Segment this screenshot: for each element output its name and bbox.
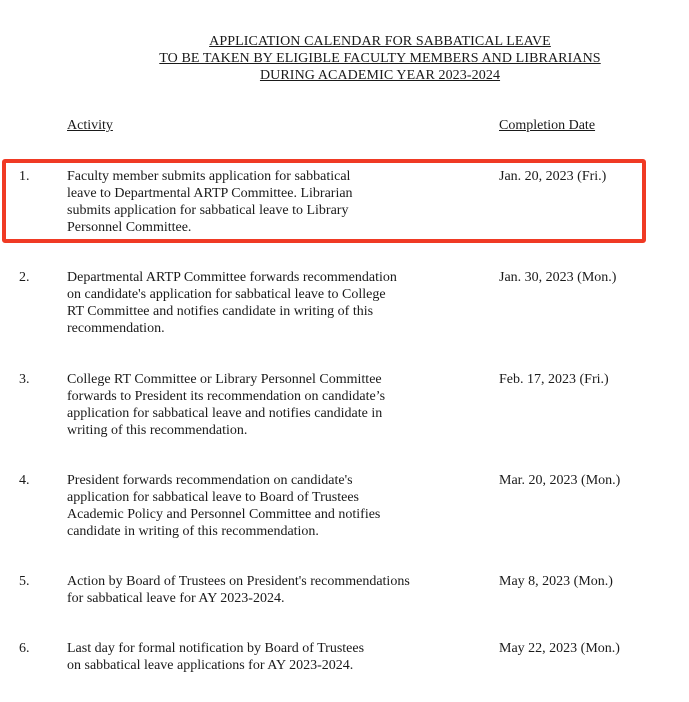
row-number: 6.	[19, 641, 30, 656]
row-activity: Departmental ARTP Committee forwards recommendation on candidate's application for sabbatical leave to College RT Committee and notifies candidate in writing of this recommendation.	[67, 270, 397, 336]
row-number: 3.	[19, 372, 30, 387]
row-completion-date: Jan. 20, 2023 (Fri.)	[499, 169, 607, 184]
row-completion-date: Feb. 17, 2023 (Fri.)	[499, 372, 609, 387]
row-activity: College RT Committee or Library Personnel Committee forwards to President its recommendation on candidate’s application for sabbatical leave and notifies candidate in writing of this recommendation.	[67, 372, 386, 438]
row-number: 4.	[19, 473, 30, 488]
row-completion-date: Jan. 30, 2023 (Mon.)	[499, 270, 617, 285]
row-number: 1.	[19, 169, 30, 184]
document-title-line-2: TO BE TAKEN BY ELIGIBLE FACULTY MEMBERS AND LIBRARIANS	[159, 51, 601, 66]
row-activity: Last day for formal notification by Board of Trustees on sabbatical leave applications for AY 2023-2024.	[67, 641, 365, 673]
completion-date-column-header: Completion Date	[499, 118, 596, 133]
document-title-line-1: APPLICATION CALENDAR FOR SABBATICAL LEAVE	[209, 34, 551, 49]
highlight-box	[2, 159, 646, 243]
row-activity: Action by Board of Trustees on President's recommendations for sabbatical leave for AY 2023-2024.	[67, 574, 410, 606]
row-completion-date: May 22, 2023 (Mon.)	[499, 641, 620, 656]
document-title-line-3: DURING ACADEMIC YEAR 2023-2024	[259, 68, 501, 83]
row-number: 5.	[19, 574, 30, 589]
row-activity: President forwards recommendation on candidate's application for sabbatical leave to Board of Trustees Academic Policy and Personnel Committee and notifies candidate in writing of this recommendation.	[67, 473, 381, 539]
row-number: 2.	[19, 270, 30, 285]
row-completion-date: May 8, 2023 (Mon.)	[499, 574, 613, 589]
row-completion-date: Mar. 20, 2023 (Mon.)	[499, 473, 621, 488]
activity-column-header: Activity	[67, 118, 113, 133]
row-activity: Faculty member submits application for sabbatical leave to Departmental ARTP Committee. Librarian submits application for sabbatical leave to Library Personnel Committee.	[67, 169, 353, 235]
